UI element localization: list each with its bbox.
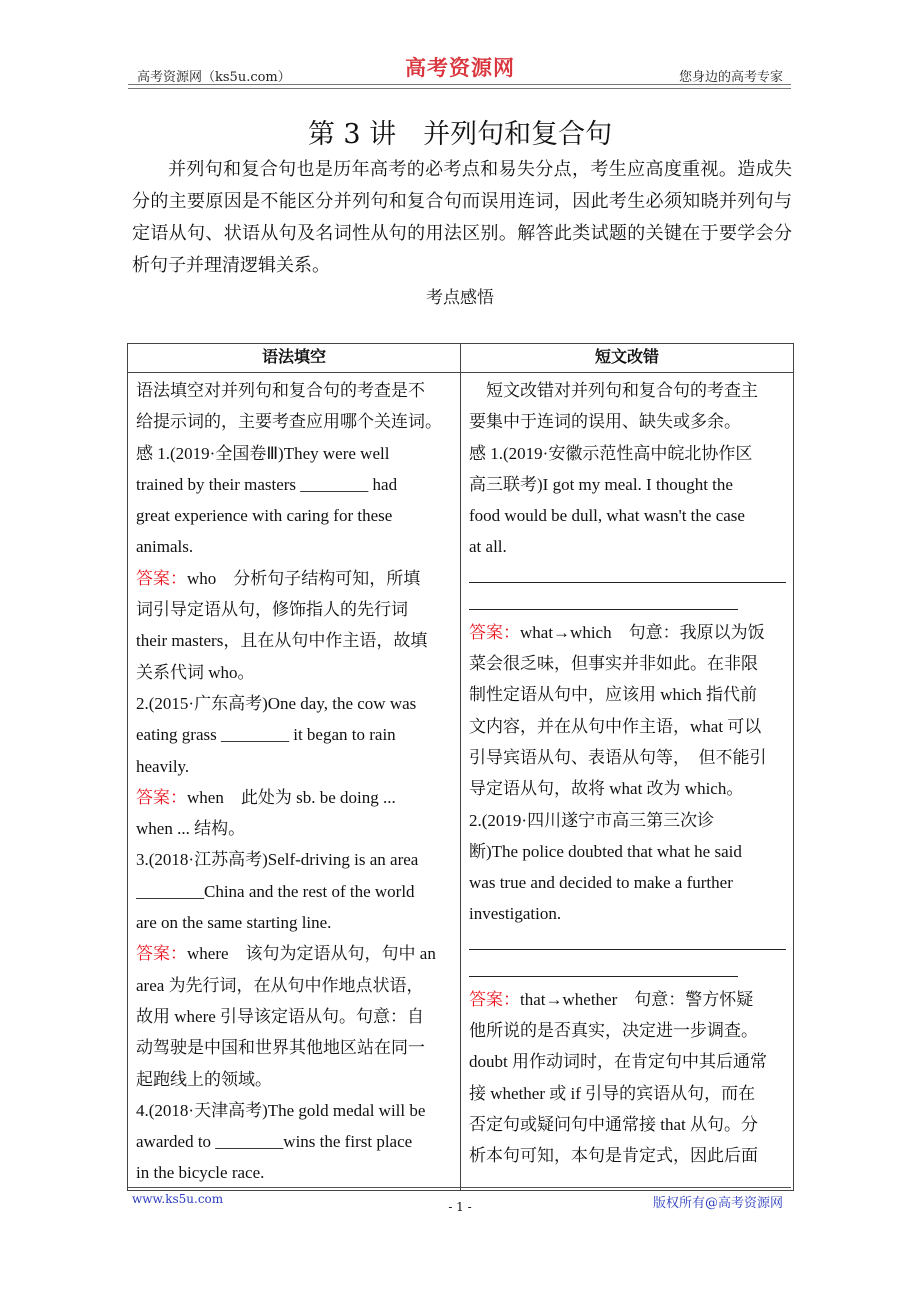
line-text: 菜会很乏味，但事实并非如此。在非限 xyxy=(469,654,758,674)
text-line xyxy=(136,1002,453,1033)
text-line xyxy=(469,649,786,680)
text-line xyxy=(469,868,786,899)
text-line xyxy=(469,712,786,743)
line-text: 接 whether 或 if 引导的宾语从句，而在 xyxy=(469,1083,756,1103)
text-line xyxy=(469,407,786,438)
text-line xyxy=(469,1110,786,1141)
text-line xyxy=(136,439,453,470)
text-line xyxy=(469,899,786,930)
line-text: 文内容，并在从句中作主语，what 可以 xyxy=(469,716,762,736)
footer-site-link[interactable]: www.ks5u.com xyxy=(132,1192,224,1206)
line-text: 导定语从句，故将 what 改为 which。 xyxy=(469,779,744,799)
line-text: 关系代词 who。 xyxy=(136,662,255,682)
text-line xyxy=(136,752,453,783)
text-line xyxy=(469,1016,786,1047)
page-number: - 1 - xyxy=(448,1200,472,1214)
page-title: 第 3 讲 并列句和复合句 xyxy=(307,119,613,150)
text-line xyxy=(136,720,453,751)
text-line xyxy=(469,806,786,837)
text-line xyxy=(469,1141,786,1172)
line-text: 起跑线上的领域。 xyxy=(136,1069,272,1089)
text-line xyxy=(469,618,786,649)
line-text: 故用 where 引导该定语从句。句意：自 xyxy=(136,1006,425,1026)
text-line xyxy=(136,1033,453,1064)
line-text: food would be dull, what wasn't the case xyxy=(469,506,745,526)
footer-divider xyxy=(128,1187,791,1188)
line-text: 语法填空对并列句和复合句的考查是不 xyxy=(136,381,425,400)
text-line xyxy=(136,814,453,845)
line-text: heavily. xyxy=(136,756,190,776)
line-text: are on the same starting line. xyxy=(136,913,332,933)
answer-label: 答案： xyxy=(469,622,520,642)
line-text: trained by their masters ________ had xyxy=(136,474,398,494)
column-header-error-correction: 短文改错 xyxy=(461,344,794,373)
answer-blank-line xyxy=(469,564,786,583)
line-text: in the bicycle race. xyxy=(136,1163,265,1183)
text-line xyxy=(136,626,453,657)
line-text: awarded to ________wins the first place xyxy=(136,1132,413,1152)
text-line xyxy=(136,845,453,876)
line-text: 否定句或疑问句中通常接 that 从句。分 xyxy=(469,1114,758,1134)
text-line xyxy=(469,985,786,1016)
line-text: area 为先行词，在从句中作地点状语， xyxy=(136,975,424,995)
text-line xyxy=(469,743,786,774)
answer-blank-line xyxy=(469,958,738,977)
line-text: doubt 用作动词时，在肯定句中其后通常 xyxy=(469,1052,767,1072)
line-text: investigation. xyxy=(469,904,562,924)
intro-paragraph: 并列句和复合句也是历年高考的必考点和易失分点，考生应高度重视。造成失分的主要原因是不能区分并列句和复合句而误用连词，因此考生必须知晓并列句与定语从句、状语从句及名词性从句的用法区别。解答此类试题的关键在于要学会分析句子并理清逻辑关系。 xyxy=(132,159,792,276)
text-line xyxy=(469,1047,786,1078)
line-text: 4.(2018·天津高考)The gold medal will be xyxy=(136,1100,426,1120)
answer-label: 答案： xyxy=(136,944,187,964)
section-heading: 考点感悟 xyxy=(426,288,494,308)
line-text: 2.(2015·广东高考)One day, the cow was xyxy=(136,693,417,713)
text-line xyxy=(469,439,786,470)
text-line xyxy=(136,595,453,626)
error-correction-cell xyxy=(461,373,794,1191)
column-header-grammar-fill: 语法填空 xyxy=(128,344,461,373)
line-text: at all. xyxy=(469,537,507,557)
text-line xyxy=(136,1096,453,1127)
text-line xyxy=(469,837,786,868)
line-text: that→whether 句意：警方怀疑 xyxy=(520,989,754,1009)
text-line xyxy=(136,564,453,595)
answer-label: 答案： xyxy=(136,787,187,807)
text-line xyxy=(136,971,453,1002)
line-text: 断)The police doubted that what he said xyxy=(469,841,742,861)
line-text: their masters，且在从句中作主语，故填 xyxy=(136,631,428,651)
line-text: 短文改错对并列句和复合句的考查主 xyxy=(469,381,758,400)
line-text: 感 1.(2019·安徽示范性高中皖北协作区 xyxy=(469,443,753,463)
text-line xyxy=(136,532,453,563)
header-site-name: 高考资源网（ks5u.com） xyxy=(137,70,291,85)
line-text: 要集中于连词的误用、缺失或多余。 xyxy=(469,412,741,432)
line-text: ________China and the rest of the world xyxy=(136,881,415,901)
line-text: 给提示词的，主要考查应用哪个关连词。 xyxy=(136,412,442,432)
line-text: 词引导定语从句，修饰指人的先行词 xyxy=(136,600,408,620)
line-text: great experience with caring for these xyxy=(136,506,393,526)
text-line xyxy=(469,501,786,532)
line-text: what→which 句意：我原以为饭 xyxy=(520,622,765,642)
comparison-table xyxy=(127,343,794,1191)
text-line xyxy=(136,1127,453,1158)
answer-blank-line xyxy=(469,931,786,950)
text-line xyxy=(136,908,453,939)
text-line xyxy=(136,877,453,908)
line-text: eating grass ________ it began to rain xyxy=(136,725,396,745)
text-line xyxy=(136,1158,453,1189)
line-text: 引导宾语从句、表语从句等， 但不能引 xyxy=(469,747,767,767)
header-slogan: 您身边的高考专家 xyxy=(678,70,783,85)
line-text: where 该句为定语从句，句中 an xyxy=(187,944,436,964)
text-line xyxy=(136,376,453,407)
line-text: 2.(2019·四川遂宁市高三第三次诊 xyxy=(469,810,715,830)
line-text: 动驾驶是中国和世界其他地区站在同一 xyxy=(136,1038,425,1058)
text-line xyxy=(469,470,786,501)
line-text: when ... 结构。 xyxy=(136,819,246,839)
line-text: animals. xyxy=(136,537,194,557)
line-text: 高三联考)I got my meal. I thought the xyxy=(469,474,733,494)
line-text: 他所说的是否真实，决定进一步调查。 xyxy=(469,1021,758,1041)
answer-label: 答案： xyxy=(469,989,520,1009)
line-text: 感 1.(2019·全国卷Ⅲ)They were well xyxy=(136,443,390,463)
site-logo: 高考资源网 xyxy=(405,55,515,80)
text-line xyxy=(136,783,453,814)
text-line xyxy=(136,939,453,970)
answer-label: 答案： xyxy=(136,568,187,588)
line-text: who 分析句子结构可知，所填 xyxy=(187,568,421,588)
text-line xyxy=(136,689,453,720)
text-line xyxy=(469,376,786,407)
text-line xyxy=(136,470,453,501)
header-divider xyxy=(128,84,791,89)
line-text: 3.(2018·江苏高考)Self-driving is an area xyxy=(136,850,419,870)
grammar-fill-cell xyxy=(128,373,461,1191)
text-line xyxy=(469,532,786,563)
footer-copyright: 版权所有@高考资源网 xyxy=(652,1196,783,1211)
line-text: when 此处为 sb. be doing ... xyxy=(187,787,396,807)
text-line xyxy=(136,407,453,438)
line-text: was true and decided to make a further xyxy=(469,873,733,893)
answer-blank-line xyxy=(469,591,738,610)
text-line xyxy=(136,501,453,532)
text-line xyxy=(469,1079,786,1110)
text-line xyxy=(469,774,786,805)
text-line xyxy=(469,680,786,711)
text-line xyxy=(136,1065,453,1096)
line-text: 析本句可知，本句是肯定式，因此后面 xyxy=(469,1146,758,1166)
text-line xyxy=(136,658,453,689)
line-text: 制性定语从句中，应该用 which 指代前 xyxy=(469,685,758,705)
